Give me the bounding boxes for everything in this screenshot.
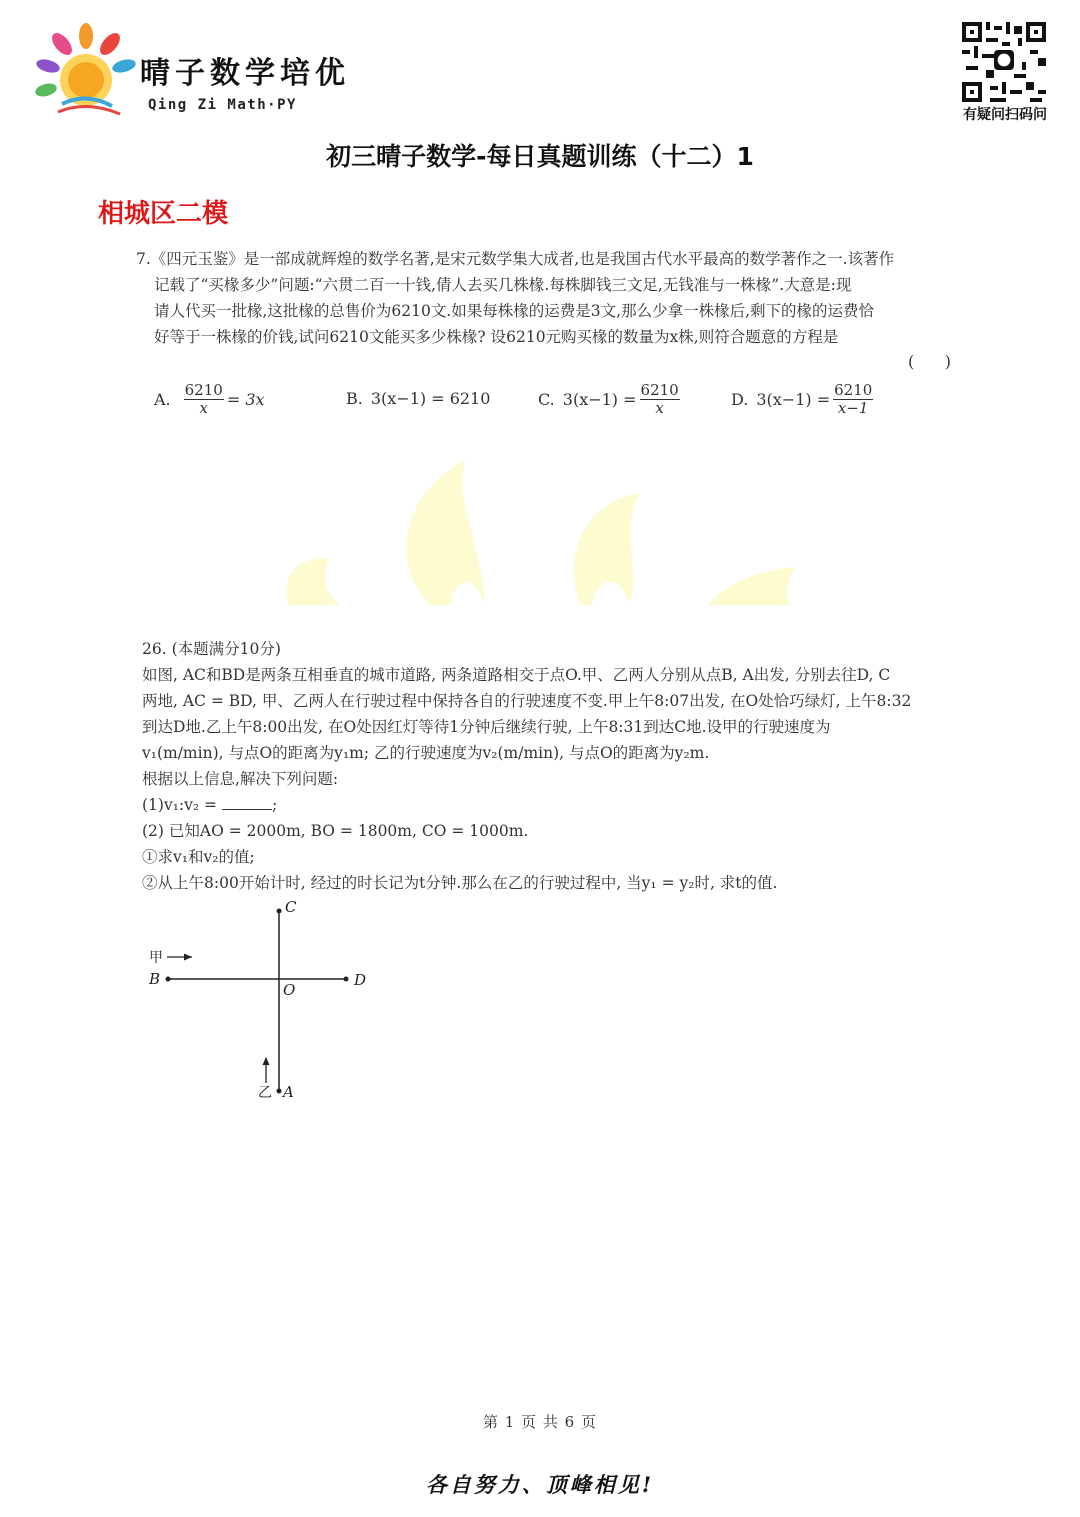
option-a: A. $\frac{6210}{x}$ = 3x [154,381,265,417]
label-o: O [283,981,296,999]
q26-line: 到达D地.乙上午8:00出发, 在O处因红灯等待1分钟后继续行驶, 上午8:31到达C地.设甲的行驶速度为 [142,718,831,736]
fraction: $\frac{6210}{x-1}$ [834,381,873,417]
q26-line: 两地, AC = BD, 甲、乙两人在行驶过程中保持各自的行驶速度不变.甲上午8:07出发, 在O处恰巧绿灯, 上午8:32 [142,692,912,710]
answer-parentheses: ( ) [908,352,951,371]
arrow-up-icon [263,1057,270,1083]
q26-line: ②从上午8:00开始计时, 经过的时长记为t分钟.那么在乙的行驶过程中, 当y₁ = y₂时, 求t的值. [142,874,778,892]
q26-part-1: (1)v₁:v₂ = ; [142,796,278,814]
road-diagram [140,895,380,1110]
qr-code-icon [962,22,1046,102]
q7-line: 好等于一株椽的价钱,试问6210文能买多少株椽? 设6210元购买椽的数量为x株,则符合题意的方程是 [154,328,839,346]
question-7 [136,246,894,350]
option-d: D. 3(x−1) = $\frac{6210}{x-1}$ [731,381,873,417]
q7-line: 记载了“买椽多少”问题:“六贯二百一十钱,倩人去买几株椽.每株脚钱三文足,无钱准与一株椽”.大意是:现 [154,276,852,294]
label-a: A [283,1083,294,1101]
fraction: $\frac{6210}{x}$ [184,381,223,417]
page-number: 第 1 页 共 6 页 [483,1413,597,1431]
option-c: C. 3(x−1) = $\frac{6210}{x}$ [538,381,679,417]
arrow-right-icon [167,954,192,961]
q7-line: 请人代买一批椽,这批椽的总售价为6210文.如果每株椽的运费是3文,那么少拿一株椽后,剩下的椽的运费恰 [154,302,875,320]
watermark-logo [280,455,800,610]
label-yi: 乙 [258,1085,272,1101]
q26-line: v₁(m/min), 与点O的距离为y₁m; 乙的行驶速度为v₂(m/min), 与点O的距离为y₂m. [142,744,710,762]
label-c: C [285,898,297,916]
label-d: D [354,971,367,989]
logo-name: 晴子数学培优 [140,56,350,91]
answer-blank [222,795,272,810]
qr-caption: 有疑问扫码问 [963,107,1047,123]
page-title: 初三晴子数学-每日真题训练（十二）1 [326,142,754,171]
logo-subtitle: Qing Zi Math·PY [148,97,297,113]
q26-line: ①求v₁和v₂的值; [142,848,255,866]
fraction: $\frac{6210}{x}$ [640,381,679,417]
q26-heading: 26. (本题满分10分) [142,640,281,658]
label-jia: 甲 [149,950,163,966]
footer-slogan: 各自努力、顶峰相见! [425,1472,655,1497]
q26-line: 如图, AC和BD是两条互相垂直的城市道路, 两条道路相交于点O.甲、乙两人分别从点B, A出发, 分别去往D, C [142,666,891,684]
section-heading: 相城区二模 [98,199,229,229]
option-b: B. 3(x−1) = 6210 [346,389,491,408]
label-b: B [149,970,161,988]
logo-sun-icon [32,22,140,122]
q7-line: 7.《四元玉鉴》是一部成就辉煌的数学名著,是宋元数学集大成者,也是我国古代水平最高的数学著作之一.该著作 [136,250,895,268]
q26-line: 根据以上信息,解决下列问题: [142,770,339,788]
question-26 [142,636,911,896]
q26-line: (2) 已知AO = 2000m, BO = 1800m, CO = 1000m. [142,822,529,840]
